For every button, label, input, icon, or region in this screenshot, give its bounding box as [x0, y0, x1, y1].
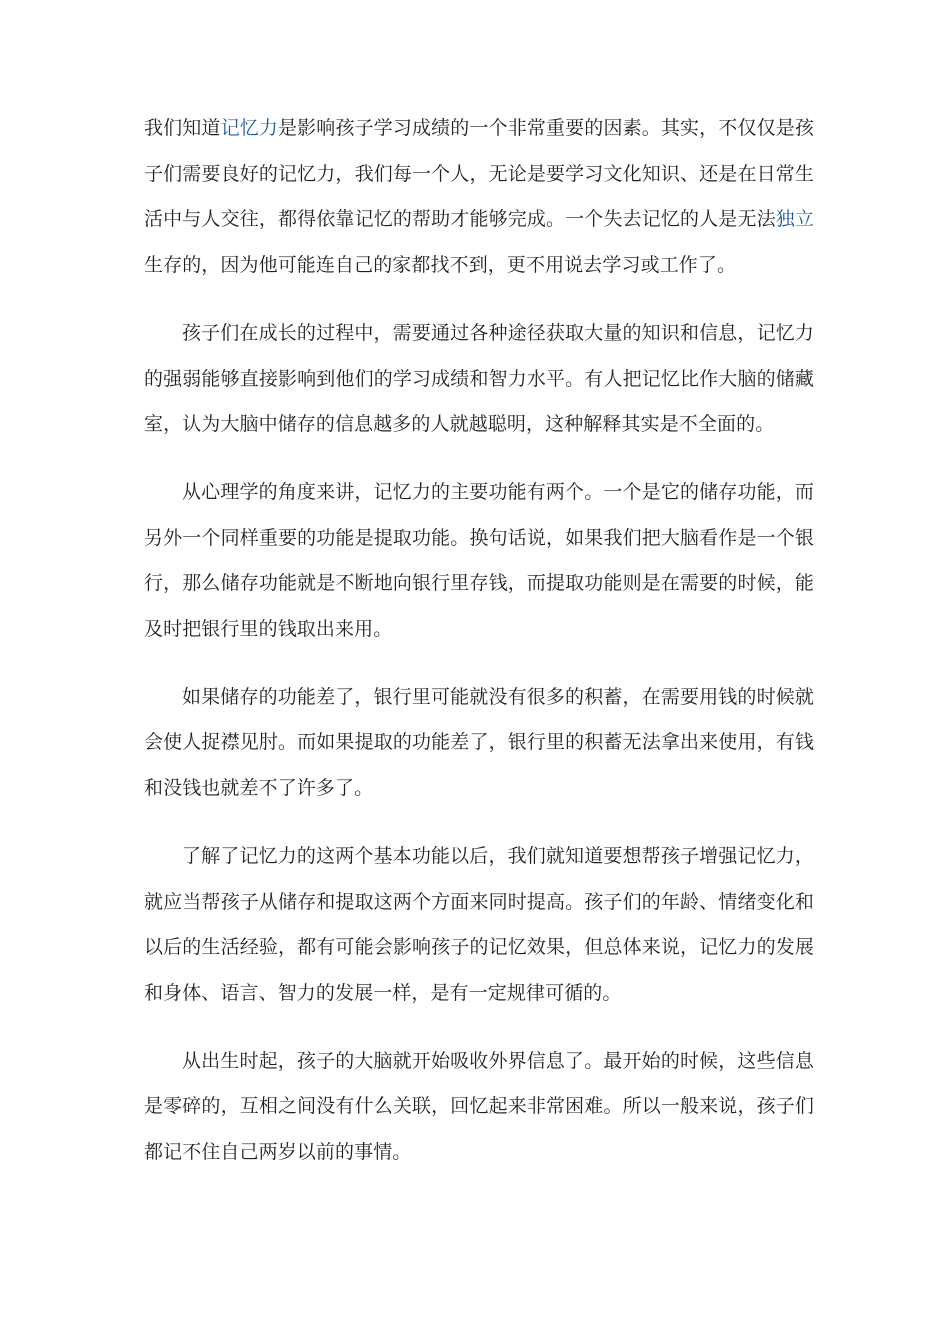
memory-link[interactable]: 记忆力 — [220, 117, 279, 139]
paragraph-1 — [144, 106, 814, 289]
paragraph-5: 了解了记忆力的这两个基本功能以后，我们就知道要想帮孩子增强记忆力，就应当帮孩子从储存和提取这两个方面来同时提高。孩子们的年龄、情绪变化和以后的生活经验，都有可能会影响孩子的记忆效果，但总体来说，记忆力的发展和身体、语言、智力的发展一样，是有一定规律可循的。 — [144, 844, 814, 1004]
paragraph-1-text-a: 我们知道 — [144, 117, 221, 139]
article-body — [144, 106, 814, 1198]
independence-link[interactable]: 独立 — [775, 208, 814, 231]
paragraph-1-text-c: 生存的，因为他可能连自己的家都找不到，更不用说去学习或工作了。 — [144, 254, 737, 277]
paragraph-4: 如果储存的功能差了，银行里可能就没有很多的积蓄，在需要用钱的时候就会使人捉襟见肘。而如果提取的功能差了，银行里的积蓄无法拿出来使用，有钱和没钱也就差不了许多了。 — [144, 685, 814, 800]
paragraph-2: 孩子们在成长的过程中，需要通过各种途径获取大量的知识和信息，记忆力的强弱能够直接影响到他们的学习成绩和智力水平。有人把记忆比作大脑的储藏室，认为大脑中储存的信息越多的人就越聪明，这种解释其实是不全面的。 — [144, 321, 814, 436]
paragraph-3: 从心理学的角度来讲，记忆力的主要功能有两个。一个是它的储存功能，而另外一个同样重要的功能是提取功能。换句话说，如果我们把大脑看作是一个银行，那么储存功能就是不断地向银行里存钱，而提取功能则是在需要的时候，能及时把银行里的钱取出来用。 — [144, 480, 814, 641]
paragraph-6: 从出生时起，孩子的大脑就开始吸收外界信息了。最开始的时候，这些信息是零碎的，互相之间没有什么关联，回忆起来非常困难。所以一般来说，孩子们都记不住自己两岁以前的事情。 — [144, 1049, 814, 1164]
paragraph-1-text-b: 是影响孩子学习成绩的一个非常重要的因素。其实，不仅仅是孩子们需要良好的记忆力，我们每一个人，无论是要学习文化知识、还是在日常生活中与人交往，都得依靠记忆的帮助才能够完成。一个失去记忆的人是无法 — [144, 117, 814, 231]
